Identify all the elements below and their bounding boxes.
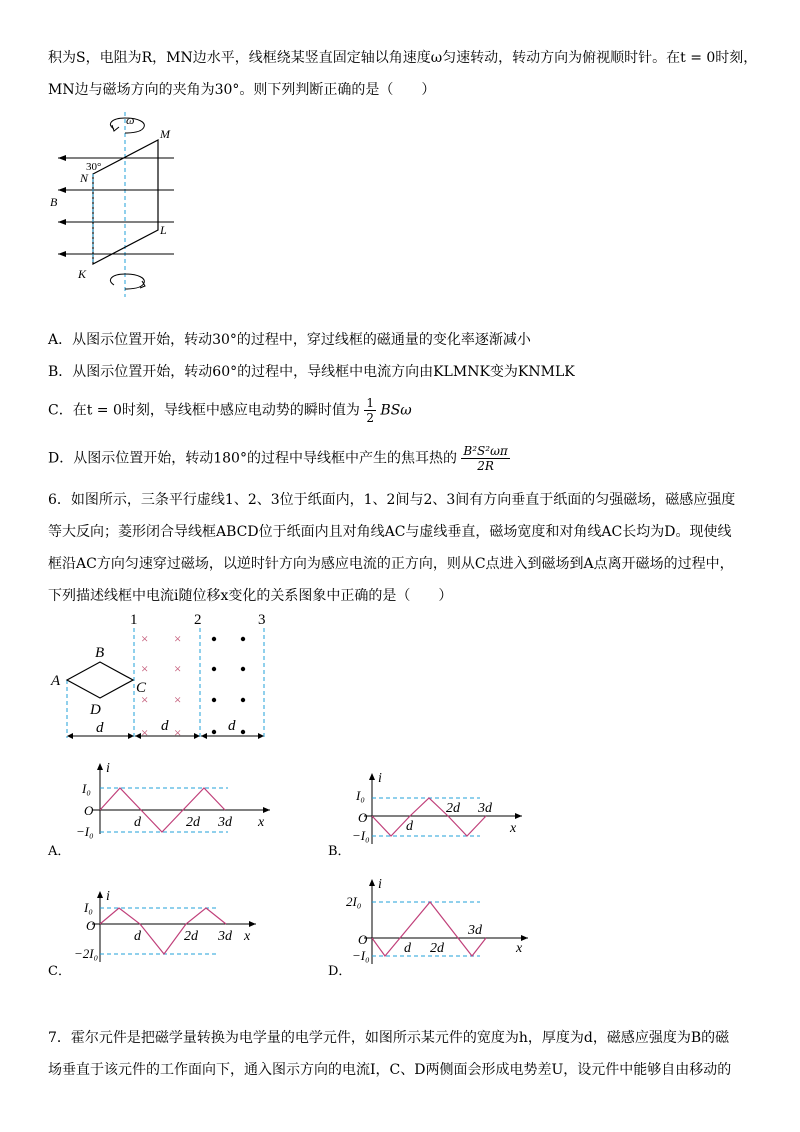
q5-option-c-formula: BSω: [380, 402, 412, 419]
q6-graph-d: [346, 876, 540, 966]
svg-text:x: x: [258, 815, 265, 830]
svg-text:d: d: [134, 815, 141, 830]
svg-text:i: i: [106, 889, 110, 904]
q6-graph-b: [350, 770, 540, 850]
svg-text:×: ×: [141, 725, 149, 740]
q6-stem-line-4: 下列描述线框中电流i随位移x变化的关系图象中正确的是（ ）: [48, 588, 453, 604]
svg-text:×: ×: [141, 661, 149, 676]
svg-text:×: ×: [141, 692, 149, 707]
q6-stem-line-3: 框沿AC方向匀速穿过磁场，以逆时针方向为感应电流的正方向，则从C点进入到磁场到A点离开磁场的过程中，: [48, 556, 734, 572]
dim-d-1: d: [96, 720, 104, 736]
fraction-numerator: 1: [366, 396, 374, 410]
svg-text:3d: 3d: [468, 923, 482, 938]
svg-text:3d: 3d: [218, 815, 232, 830]
q6-graph-c: [74, 888, 268, 968]
svg-text:×: ×: [174, 661, 182, 676]
q7-stem-line-1: 7．霍尔元件是把磁学量转换为电学量的电学元件，如图所示某元件的宽度为h，厚度为d，磁感应强度为B的磁: [48, 1030, 730, 1046]
label-D: D: [90, 702, 101, 718]
label-K: K: [78, 267, 87, 281]
q6-option-a-label: A．: [48, 844, 71, 859]
q5-option-c: [48, 396, 412, 425]
q7-stem-line-2: 场垂直于该元件的工作面向下，通入图示方向的电流I，C、D两侧面会形成电势差U，设元件中能够自由移动的: [48, 1062, 732, 1078]
bottom-rotation-arrow: [110, 274, 144, 289]
svg-text:2d: 2d: [186, 815, 200, 830]
line-3-label: 3: [258, 612, 266, 628]
q5-option-c-text: C．在t = 0时刻，导线框中感应电动势的瞬时值为: [48, 402, 360, 419]
line-2-label: 2: [194, 612, 202, 628]
q5-option-a: A．从图示位置开始，转动30°的过程中，穿过线框的磁通量的变化率逐渐减小: [48, 332, 531, 348]
q5-option-b: B．从图示位置开始，转动60°的过程中，导线框中电流方向由KLMNK变为KNMLK: [48, 364, 575, 380]
svg-text:I₀: I₀: [356, 788, 365, 803]
svg-text:x: x: [244, 929, 251, 944]
q6-stem-line-1: 6．如图所示，三条平行虚线1、2、3位于纸面内，1、2间与2、3间有方向垂直于纸面的匀强磁场，磁感应强度: [48, 492, 736, 508]
svg-text:×: ×: [174, 725, 182, 740]
dim-d-2: d: [161, 718, 169, 734]
label-C: C: [136, 680, 147, 696]
svg-text:2I₀: 2I₀: [346, 894, 362, 909]
q6-field-figure: [48, 610, 278, 745]
svg-text:×: ×: [174, 692, 182, 707]
q6-option-d-label: D．: [328, 964, 352, 979]
fraction-denominator: 2R: [477, 459, 494, 473]
label-L: L: [160, 223, 167, 237]
label-N: N: [80, 171, 89, 185]
svg-text:×: ×: [174, 631, 182, 646]
q5-frame-figure: [50, 112, 180, 300]
svg-text:O: O: [358, 932, 368, 947]
svg-text:i: i: [106, 761, 110, 776]
label-M: M: [160, 127, 170, 141]
angle-label: 30°: [86, 161, 102, 173]
fraction-numerator: B²S²ωπ: [463, 444, 508, 458]
svg-text:i: i: [378, 877, 382, 892]
svg-text:d: d: [134, 929, 141, 944]
svg-text:3d: 3d: [478, 801, 492, 816]
dim-d-3: d: [228, 718, 236, 734]
svg-text:−I₀: −I₀: [352, 828, 370, 843]
label-B: B: [50, 195, 58, 209]
q5-option-d-fraction: [461, 444, 509, 473]
svg-text:I₀: I₀: [82, 781, 91, 796]
svg-text:2d: 2d: [446, 801, 460, 816]
q6-stem-line-2: 等大反向；菱形闭合导线框ABCD位于纸面内且对角线AC与虚线垂直，磁场宽度和对角线AC长均为D。现使线: [48, 524, 732, 540]
svg-text:O: O: [84, 803, 94, 818]
omega-label: ω: [126, 113, 135, 127]
svg-text:−I₀: −I₀: [76, 824, 94, 839]
svg-text:x: x: [510, 821, 517, 836]
svg-text:×: ×: [141, 631, 149, 646]
q5-stem-line-1: 积为S，电阻为R，MN边水平，线框绕某竖直固定轴以角速度ω匀速转动，转动方向为俯视顺时针。在t = 0时刻，: [48, 50, 758, 66]
svg-text:I₀: I₀: [84, 900, 93, 915]
svg-text:2d: 2d: [430, 941, 444, 956]
q6-graph-a: [78, 760, 278, 840]
svg-text:O: O: [86, 918, 96, 933]
svg-text:−I₀: −I₀: [352, 948, 370, 963]
svg-text:−2I₀: −2I₀: [74, 946, 99, 961]
svg-text:O: O: [358, 810, 368, 825]
line-1-label: 1: [130, 612, 138, 628]
svg-text:d: d: [406, 819, 413, 834]
fraction-denominator: 2: [366, 411, 374, 425]
svg-text:x: x: [516, 941, 523, 956]
q6-option-c-label: C．: [48, 964, 71, 979]
q6-option-b-label: B．: [328, 844, 351, 859]
q5-stem-line-2: MN边与磁场方向的夹角为30°。则下列判断正确的是（ ）: [48, 82, 436, 98]
q5-option-d-text: D．从图示位置开始，转动180°的过程中导线框中产生的焦耳热的: [48, 450, 457, 467]
q5-option-d: [48, 444, 510, 473]
q5-option-c-fraction: [364, 396, 376, 425]
magnetic-field-lines: [58, 158, 174, 254]
label-A: A: [51, 673, 61, 689]
svg-text:i: i: [378, 771, 382, 786]
rhombus-frame: [67, 662, 133, 698]
svg-text:d: d: [404, 941, 411, 956]
svg-text:2d: 2d: [184, 929, 198, 944]
label-B: B: [95, 645, 105, 661]
svg-text:3d: 3d: [218, 929, 232, 944]
